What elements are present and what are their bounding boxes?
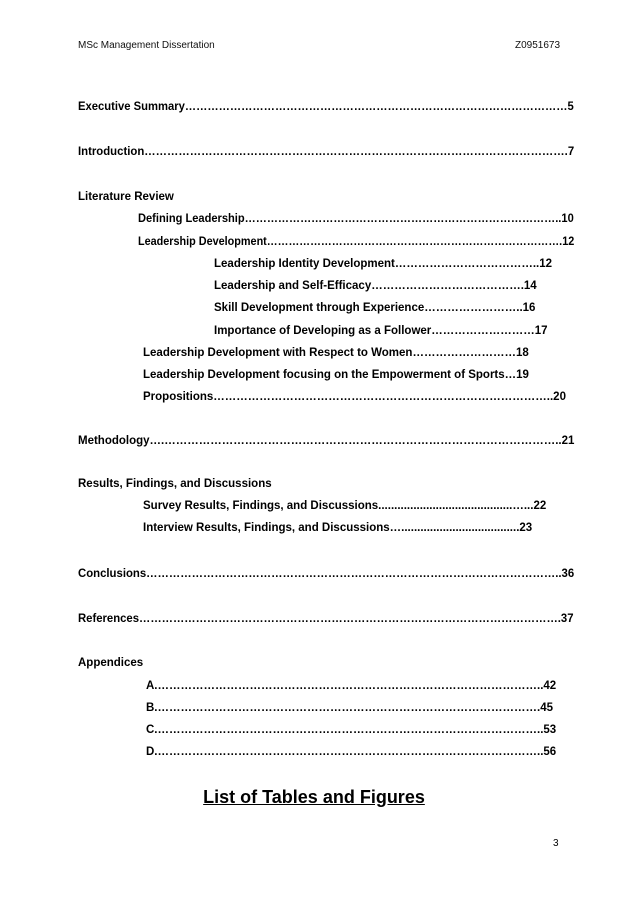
header-student-id: Z0951673 — [515, 40, 561, 51]
toc-leadership-self-efficacy: Leadership and Self-Efficacy………………………………….14 — [214, 280, 537, 292]
toc-results-heading: Results, Findings, and Discussions — [78, 478, 272, 490]
toc-appendix-c: C.………………………………………………………………………………………..53 — [146, 724, 557, 736]
toc-literature-review-heading: Literature Review — [78, 191, 174, 203]
header-document-title: MSc Management Dissertation — [78, 40, 215, 51]
toc-survey-results: Survey Results, Findings, and Discussions..........................................…...22 — [143, 500, 547, 512]
toc-appendix-d: D.………………………………………………………………………………………..56 — [146, 746, 557, 758]
toc-respect-to-women: Leadership Development with Respect to Women………………………18 — [143, 347, 529, 359]
toc-executive-summary: Executive Summary…………………………………………………………………………………………5 — [78, 101, 574, 113]
page-number: 3 — [553, 838, 559, 849]
toc-defining-leadership: Defining Leadership…………………………………………………………………………..10 — [138, 213, 574, 225]
toc-propositions: Propositions……………………………………………………………………………..20 — [143, 391, 566, 403]
toc-conclusions: Conclusions………………………………………………………………………………………………..36 — [78, 568, 575, 580]
toc-appendix-a: A.………………………………………………………………………………………..42 — [146, 680, 557, 692]
toc-leadership-development: Leadership Development……………………………………………………………………….12 — [138, 236, 575, 248]
toc-empowerment-sports: Leadership Development focusing on the Empowerment of Sports…19 — [143, 369, 529, 381]
toc-interview-results: Interview Results, Findings, and Discussions….....................................23 — [143, 522, 533, 534]
toc-developing-follower: Importance of Developing as a Follower………………………17 — [214, 325, 548, 337]
toc-appendices-heading: Appendices — [78, 657, 144, 669]
toc-leadership-identity: Leadership Identity Development………………………………..12 — [214, 258, 553, 270]
toc-skill-development: Skill Development through Experience……………………..16 — [214, 302, 536, 314]
toc-appendix-b: B.……………………………………………………………………………………….45 — [146, 702, 553, 714]
list-of-tables-title: List of Tables and Figures — [203, 787, 425, 807]
toc-methodology: Methodology….…………………………………………………………………………………………..21 — [78, 435, 575, 447]
toc-introduction: Introduction………………………………………………………………………………………………….7 — [78, 146, 575, 158]
toc-references: References………………………………………………………………………………………………….37 — [78, 613, 574, 625]
